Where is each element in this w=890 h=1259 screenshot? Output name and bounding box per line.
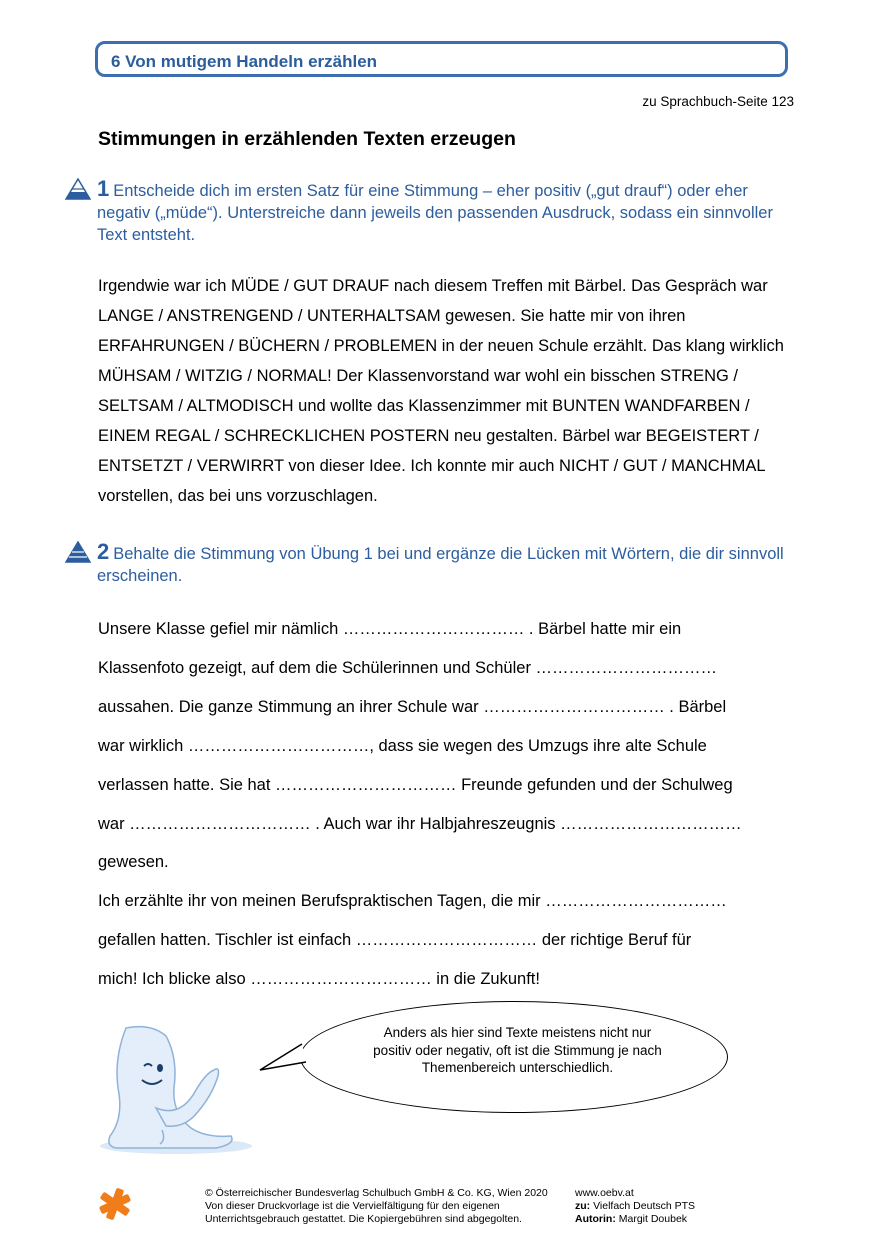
footer-copyright: © Österreichischer Bundesverlag Schulbuch GmbH & Co. KG, Wien 2020 Von dieser Druckvorlage ist die Vervielfältigung für den eigenen Unterrichtsgebrauch gestattet. Die Kopiergebühren sind abgegolten.	[205, 1187, 548, 1225]
cloze-line: Unsere Klasse gefiel mir nämlich …………………………… . Bärbel hatte mir ein	[98, 620, 682, 638]
cloze-line: gefallen hatten. Tischler ist einfach …………………………… der richtige Beruf für	[98, 931, 692, 949]
cloze-line: Klassenfoto gezeigt, auf dem die Schülerinnen und Schüler ……………………………	[98, 659, 718, 677]
task-1	[65, 178, 800, 246]
task-1-text: Irgendwie war ich MÜDE / GUT DRAUF nach diesem Treffen mit Bärbel. Das Gespräch war LANGE / ANSTRENGEND / UNTERHALTSAM gewesen. Sie hatte mir von ihren ERFAHRUNGEN / BÜCHERN / PROBLEMEN in der neuen Schule erzählt. Das klang wirklich MÜHSAM / WITZIG / NORMAL! Der Klassenvorstand war wohl ein bisschen STRENG / SELTSAM / ALTMODISCH und wollte das Klassenzimmer mit BUNTEN WANDFARBEN / EINEM REGAL / SCHRECKLICHEN POSTERN neu gestalten. Bärbel war BEGEISTERT / ENTSETZT / VERWIRRT von dieser Idee. Ich konnte mir auch NICHT / GUT / MANCHMAL vorstellen, das bei uns vorzuschlagen.	[98, 277, 784, 505]
cloze-line: mich! Ich blicke also …………………………… in die Zukunft!	[98, 970, 540, 988]
cloze-line: war …………………………… . Auch war ihr Halbjahreszeugnis ……………………………	[98, 815, 742, 833]
task-2-number: 2	[97, 539, 110, 564]
cloze-line: aussahen. Die ganze Stimmung an ihrer Schule war …………………………… . Bärbel	[98, 698, 727, 716]
publisher-logo-icon	[97, 1186, 133, 1222]
speech-bubble-tail	[258, 1040, 318, 1080]
cloze-line: war wirklich ……………………………, dass sie wegen des Umzugs ihre alte Schule	[98, 737, 707, 755]
task-1-instruction: 1 Entscheide dich im ersten Satz für eine Stimmung – eher positiv („gut drauf“) oder eher negativ („müde“). Unterstreiche dann jeweils den passenden Ausdruck, sodass ein sinnvoller Text entsteht.	[97, 176, 773, 244]
footer-author: Autorin: Margit Doubek	[575, 1213, 688, 1225]
task-1-number: 1	[97, 176, 110, 201]
cloze-line: verlassen hatte. Sie hat …………………………… Freunde gefunden und der Schulweg	[98, 776, 733, 794]
speech-bubble-text: Anders als hier sind Texte meistens nicht nur positiv oder negativ, oft ist die Stimmung je nach Themenbereich unterschiedlich.	[373, 1025, 662, 1075]
task-2	[65, 541, 800, 587]
chapter-title: 6 Von mutigem Handeln erzählen	[111, 52, 378, 71]
difficulty-pyramid-icon	[65, 541, 91, 563]
footer-info	[575, 1187, 775, 1226]
cloze-line: gewesen.	[98, 853, 169, 871]
task-2-instruction: 2 Behalte die Stimmung von Übung 1 bei und ergänze die Lücken mit Wörtern, die dir sinnvoll erscheinen.	[97, 539, 784, 585]
cloze-line: Ich erzählte ihr von meinen Berufspraktischen Tagen, die mir ……………………………	[98, 892, 727, 910]
footer-book: zu: Vielfach Deutsch PTS	[575, 1200, 696, 1212]
footer-website: www.oebv.at	[575, 1187, 634, 1199]
page-title: Stimmungen in erzählenden Texten erzeugen	[98, 128, 516, 150]
mascot-illustration	[96, 1018, 256, 1158]
page-reference: zu Sprachbuch-Seite 123	[642, 94, 794, 109]
difficulty-pyramid-icon	[65, 178, 91, 200]
